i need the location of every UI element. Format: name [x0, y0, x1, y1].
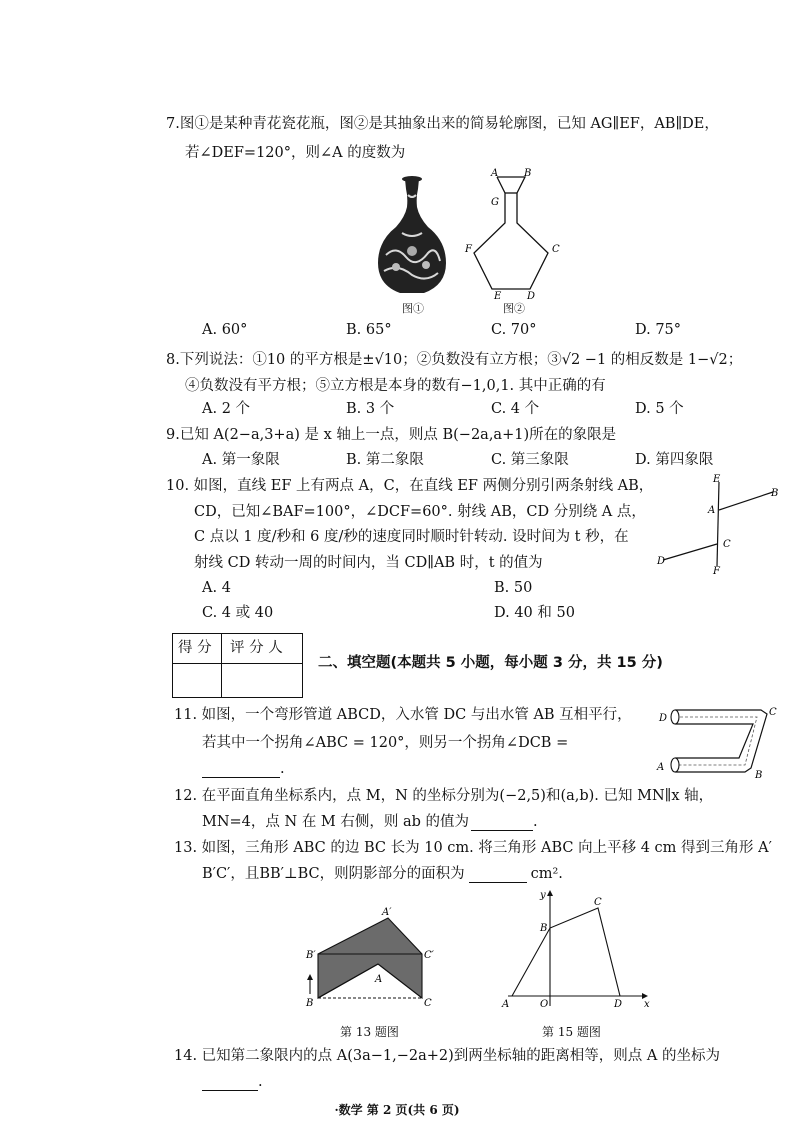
q15-label-x: x: [644, 999, 650, 1010]
q12-line1: 12. 在平面直角坐标系内，点 M，N 的坐标分别为(−2,5)和(a,b). 已知 MN∥x 轴，: [174, 788, 714, 804]
q10-option-d[interactable]: D. 40 和 50: [494, 605, 575, 621]
q15-label-c: C: [594, 897, 602, 908]
q13-line1: 13. 如图，三角形 ABC 的边 BC 长为 10 cm. 将三角形 ABC 向上平移 4 cm 得到三角形 A′: [174, 840, 772, 856]
fig2-caption: 图②: [503, 302, 525, 315]
q11-label-a: A: [657, 762, 665, 773]
q10-option-a[interactable]: A. 4: [202, 580, 231, 596]
q15-fig-caption: 第 15 题图: [542, 1025, 601, 1039]
q12-answer-blank[interactable]: [471, 815, 533, 831]
fig2-label-g: G: [491, 197, 499, 208]
fig2-label-f: F: [465, 244, 472, 255]
q7-option-c[interactable]: C. 70°: [491, 322, 537, 338]
q15-label-y: y: [540, 890, 546, 901]
q10-line3: C 点以 1 度/秒和 6 度/秒的速度同时顺时针转动. 设时间为 t 秒，在: [194, 529, 629, 545]
q14-line1: 14. 已知第二象限内的点 A(3a−1,−2a+2)到两坐标轴的距离相等，则点 A 的坐标为: [174, 1048, 720, 1064]
q11-label-b: B: [755, 770, 763, 780]
q14-answer-blank[interactable]: [202, 1075, 258, 1091]
q13-translation-diagram: [298, 900, 442, 1016]
q13-label-c: C: [424, 998, 432, 1009]
q13-label-c-prime: C′: [424, 950, 434, 961]
q15-label-b: B: [540, 923, 548, 934]
q10-line2: CD，已知∠BAF=100°，∠DCF=60°. 射线 AB，CD 分别绕 A 点，: [194, 504, 646, 520]
q12-line2-row: MN=4，点 N 在 M 右侧，则 ab 的值为 .: [202, 814, 538, 830]
q10-line4: 射线 CD 转动一周的时间内，当 CD∥AB 时，t 的值为: [194, 555, 543, 571]
q11-answer-row: .: [202, 762, 285, 778]
q10-label-e: E: [713, 474, 721, 485]
q11-answer-blank[interactable]: [202, 762, 280, 778]
q10-label-a: A: [708, 505, 716, 516]
q8-line2: ④负数没有平方根；⑤立方根是本身的数有−1,0,1. 其中正确的有: [185, 378, 606, 394]
q8-line1: 8.下列说法：①10 的平方根是±√10；②负数没有立方根；③√2 −1 的相反数是 1−√2；: [166, 352, 743, 368]
q7-line1: 7.图①是某种青花瓷花瓶，图②是其抽象出来的简易轮廓图，已知 AG∥EF，AB∥DE，: [166, 116, 719, 132]
q9-option-c[interactable]: C. 第三象限: [491, 452, 569, 468]
q9-option-a[interactable]: A. 第一象限: [202, 452, 280, 468]
fig1-caption: 图①: [402, 302, 424, 315]
q15-label-d: D: [614, 999, 623, 1010]
q13-fig-caption: 第 13 题图: [340, 1025, 399, 1039]
q11-label-c: C: [769, 707, 777, 718]
q7-option-b[interactable]: B. 65°: [346, 322, 392, 338]
q8-option-b[interactable]: B. 3 个: [346, 401, 395, 417]
q10-diagram: [655, 470, 785, 575]
q10-label-d: D: [657, 556, 666, 567]
q7-line2: 若∠DEF=120°，则∠A 的度数为: [185, 145, 406, 161]
q8-option-d[interactable]: D. 5 个: [635, 401, 684, 417]
q13-answer-blank[interactable]: [469, 867, 527, 883]
q9-option-d[interactable]: D. 第四象限: [635, 452, 714, 468]
q15-label-a: A: [502, 999, 510, 1010]
q11-line2: 若其中一个拐角∠ABC = 120°，则另一个拐角∠DCB =: [202, 735, 569, 751]
section-2-title: 二、填空题(本题共 5 小题，每小题 3 分，共 15 分): [318, 655, 663, 671]
q8-option-a[interactable]: A. 2 个: [202, 401, 251, 417]
q7-option-d[interactable]: D. 75°: [635, 322, 682, 338]
fig2-label-e: E: [494, 291, 502, 302]
q15-coordinate-diagram: [494, 888, 658, 1012]
q9-line1: 9.已知 A(2−a,3+a) 是 x 轴上一点，则点 B(−2a,a+1)所在的象限是: [166, 427, 617, 443]
q10-label-f: F: [713, 566, 720, 575]
fig2-label-d: D: [527, 291, 536, 302]
q14-answer-row: .: [202, 1075, 263, 1091]
q11-pipe-diagram: [653, 698, 783, 780]
q10-label-c: C: [723, 539, 731, 550]
q15-label-o: O: [540, 999, 549, 1010]
vase-photo: [372, 175, 452, 305]
q10-line1: 10. 如图，直线 EF 上有两点 A，C，在直线 EF 两侧分别引两条射线 AB，: [166, 478, 654, 494]
score-label: 得 分: [178, 640, 212, 656]
q7-option-a[interactable]: A. 60°: [202, 322, 248, 338]
page-footer: ·数学 第 2 页(共 6 页): [334, 1103, 460, 1117]
q8-option-c[interactable]: C. 4 个: [491, 401, 540, 417]
q10-option-b[interactable]: B. 50: [494, 580, 533, 596]
q13-label-b-prime: B′: [306, 950, 316, 961]
grader-label: 评 分 人: [230, 640, 283, 656]
vase-outline-diagram: [462, 165, 572, 305]
q9-option-b[interactable]: B. 第二象限: [346, 452, 424, 468]
q10-label-b: B: [771, 488, 779, 499]
fig2-label-c: C: [552, 244, 560, 255]
q11-label-d: D: [659, 713, 668, 724]
fig2-label-b: B: [524, 168, 532, 179]
q13-label-a: A: [375, 974, 383, 985]
q10-option-c[interactable]: C. 4 或 40: [202, 605, 274, 621]
q13-label-a-prime: A′: [382, 907, 392, 918]
q11-line1: 11. 如图，一个弯形管道 ABCD，入水管 DC 与出水管 AB 互相平行，: [174, 707, 632, 723]
q13-line2-row: B′C′，且BB′⊥BC，则阴影部分的面积为 cm².: [202, 866, 563, 882]
fig2-label-a: A: [491, 168, 499, 179]
q13-label-b: B: [306, 998, 314, 1009]
